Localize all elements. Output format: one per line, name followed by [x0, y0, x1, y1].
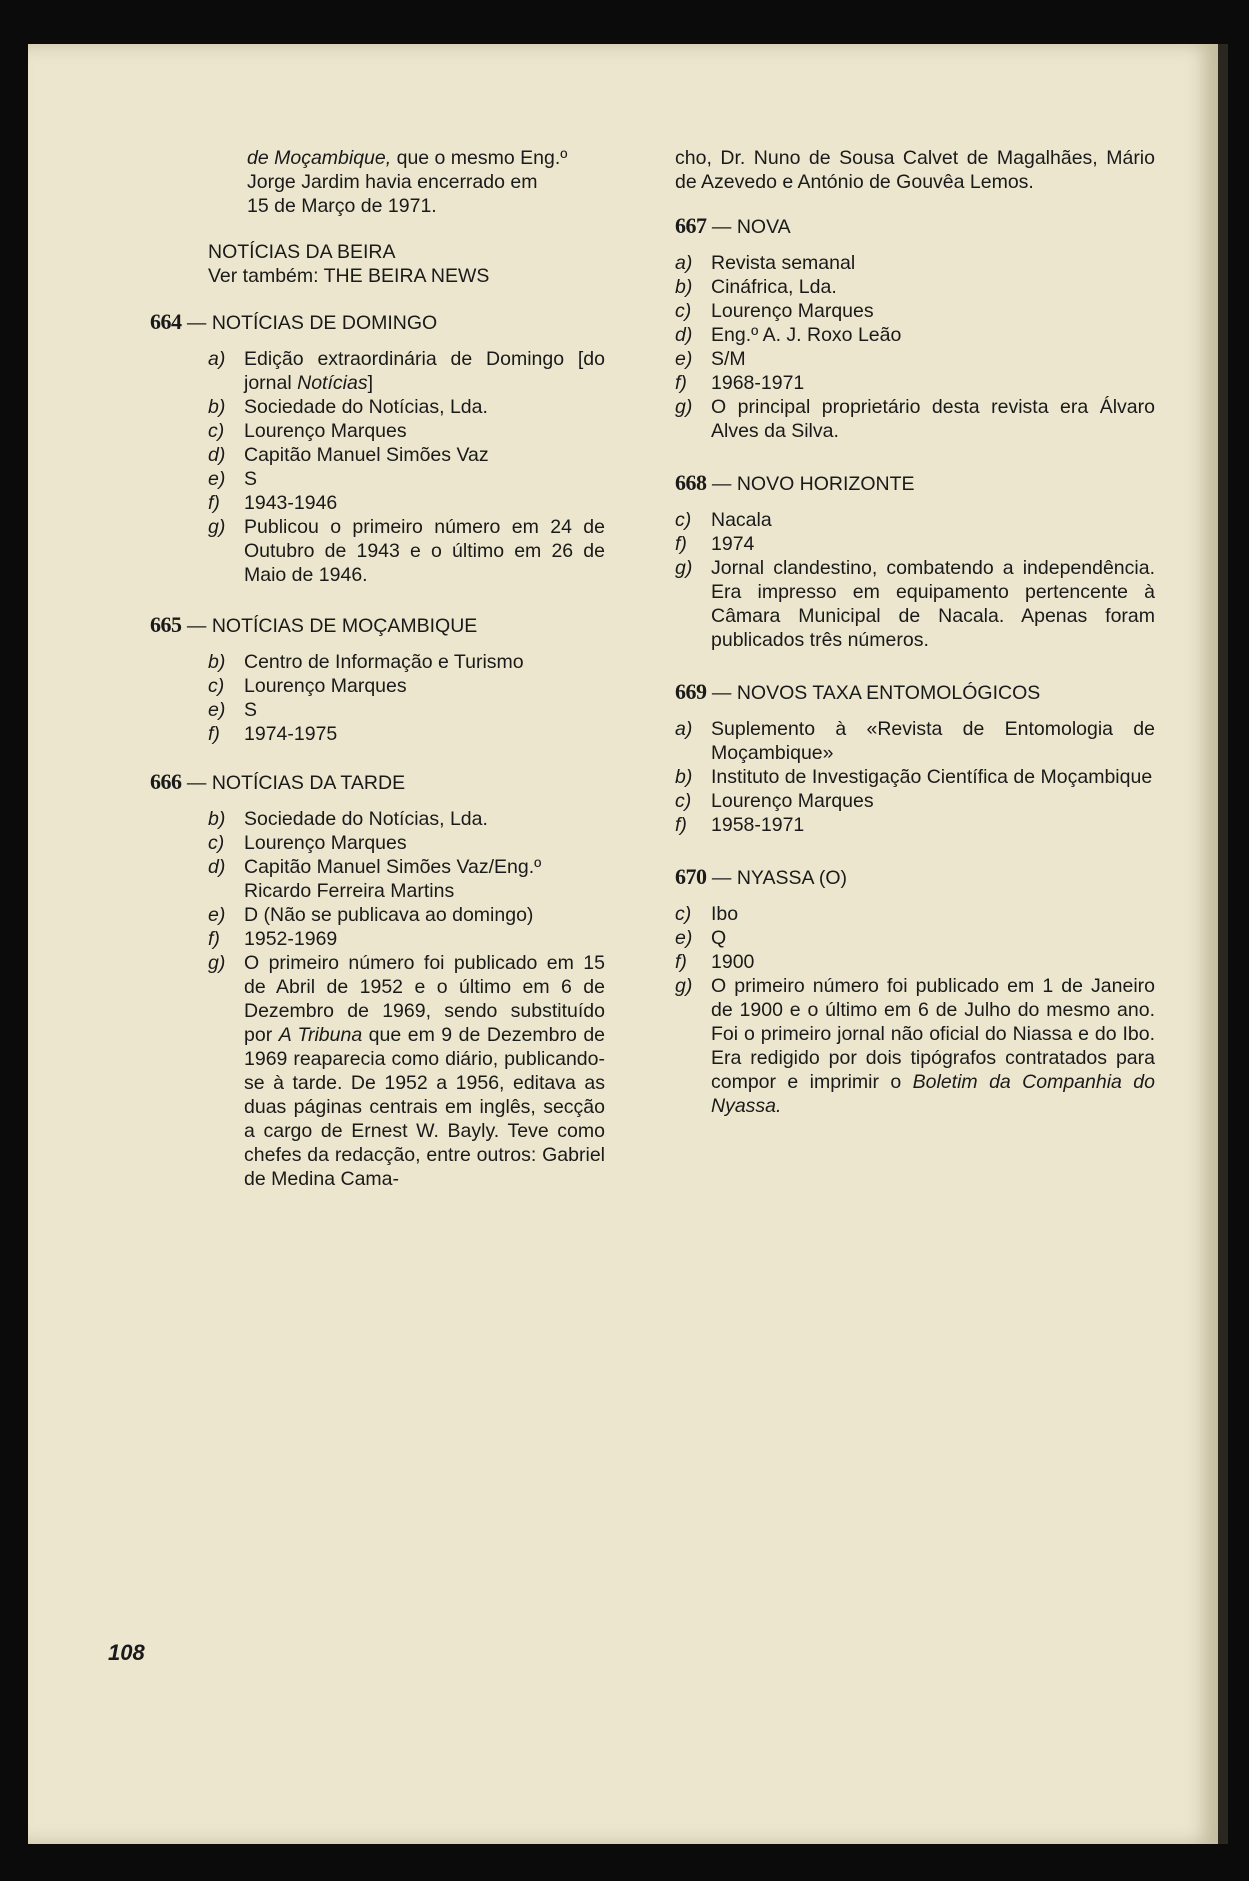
item-text [244, 347, 605, 395]
see-also-ref: Ver também: THE BEIRA NEWS [208, 265, 490, 287]
right-column [675, 146, 1155, 1118]
item-label: d) [208, 856, 226, 878]
entry-item [675, 902, 1155, 926]
item-text: Capitão Manuel Simões Vaz [244, 444, 489, 466]
item-text: Sociedade do Notícias, Lda. [244, 396, 488, 418]
item-label: f) [675, 372, 687, 394]
item-label: d) [675, 324, 693, 346]
item-text-part: O primeiro número foi publicado em 15 de Abril de 1952 e o último em 6 de Dezembro de 1969, sendo substituído por [244, 952, 605, 1046]
item-text: 1900 [711, 951, 755, 973]
item-label: f) [675, 951, 687, 973]
item-text: Ibo [711, 903, 739, 925]
item-label: e) [208, 699, 226, 721]
item-label: g) [208, 952, 226, 974]
item-label: c) [675, 790, 692, 812]
entry-item [675, 323, 1155, 347]
item-text-part: que em 9 de Dezembro de 1969 reaparecia como diário, publicando-se à tarde. De 1952 a 1956, editava as duas páginas centrais em inglês, secção a cargo de Ernest W. Bayly. Teve como chefes da redacção, entre outros: Gabriel de Medina Cama- [244, 1024, 606, 1190]
item-text: Q [711, 927, 727, 949]
entry-item [150, 903, 605, 927]
item-text: S/M [711, 348, 746, 370]
entry-item [675, 717, 1155, 765]
item-text: Publicou o primeiro número em 24 de Outubro de 1943 e o último em 26 de Maio de 1946. [244, 516, 605, 586]
continued-italic: de Moçambique, [247, 147, 392, 169]
item-label: c) [208, 675, 225, 697]
item-text: Suplemento à «Revista de Entomologia de Moçambique» [711, 718, 1155, 764]
entry-item [675, 508, 1155, 532]
entry-number: 670 [675, 864, 707, 889]
item-text-part: O primeiro número foi publicado em 1 de Janeiro de 1900 e o último em 6 de Julho do mesmo ano. Foi o primeiro jornal não oficial do Niassa e do Ibo. Era redigido por dois tipógrafos contratados para compor e imprimir o [711, 975, 1155, 1093]
entry-title: NOTÍCIAS DE DOMINGO [211, 312, 438, 334]
entry-667-heading: 667 — NOVA [675, 213, 791, 238]
entry-item [150, 491, 605, 515]
entry-item [675, 275, 1155, 299]
item-text: Capitão Manuel Simões Vaz/Eng.º Ricardo Ferreira Martins [244, 856, 542, 902]
item-label: g) [675, 975, 693, 997]
entry-number: 667 [675, 213, 707, 238]
entry-item [150, 650, 605, 674]
entry-number: 668 [675, 470, 707, 495]
item-text: Cináfrica, Lda. [711, 276, 837, 298]
continued-rest: que o mesmo Eng.º [396, 147, 568, 169]
item-label: a) [675, 252, 693, 274]
item-text: S [244, 468, 258, 490]
entry-item [150, 419, 605, 443]
item-label: e) [675, 927, 693, 949]
entry-item [675, 371, 1155, 395]
item-text: 1974 [711, 533, 755, 555]
item-text: Centro de Informação e Turismo [244, 651, 524, 673]
item-label: f) [675, 814, 687, 836]
entry-number: 666 [150, 769, 182, 794]
item-label: c) [675, 903, 692, 925]
item-label: f) [208, 723, 220, 745]
item-label: e) [208, 904, 226, 926]
entry-title: NYASSA (O) [736, 867, 848, 889]
entry-title: NOVOS TAXA ENTOMOLÓGICOS [736, 682, 1041, 704]
entry-item [675, 532, 1155, 556]
entry-item [150, 855, 605, 903]
item-label: f) [675, 533, 687, 555]
entry-title: NOVO HORIZONTE [736, 473, 915, 495]
item-text: Eng.º A. J. Roxo Leão [711, 324, 902, 346]
item-text: 1943-1946 [244, 492, 338, 514]
entry-title: NOTÍCIAS DA TARDE [211, 772, 406, 794]
item-text: Revista semanal [711, 252, 856, 274]
item-label: b) [675, 276, 693, 298]
entry-664-heading: 664 — NOTÍCIAS DE DOMINGO [150, 309, 438, 334]
item-text: Lourenço Marques [244, 420, 407, 442]
entry-item [150, 515, 605, 587]
item-text: 1968-1971 [711, 372, 805, 394]
entry-666-heading: 666 — NOTÍCIAS DA TARDE [150, 769, 406, 794]
item-label: c) [675, 300, 692, 322]
item-italic: Boletim da Companhia do Nyassa. [711, 1071, 1155, 1117]
left-column [150, 146, 605, 1191]
entry-item [150, 395, 605, 419]
item-text-part: Edição extraordinária de Domingo [do jornal [244, 348, 605, 394]
continued-line-2: Jorge Jardim havia encerrado em [247, 171, 538, 193]
entry-title: NOVA [736, 216, 791, 238]
entry-item [675, 926, 1155, 950]
item-text: 1952-1969 [244, 928, 338, 950]
entry-item [150, 698, 605, 722]
item-label: b) [208, 396, 226, 418]
page-edge [1218, 44, 1228, 1844]
item-italic: A Tribuna [278, 1024, 363, 1046]
item-label: b) [208, 651, 226, 673]
entry-item [150, 951, 605, 1191]
entry-number: 664 [150, 309, 182, 334]
item-label: g) [208, 516, 226, 538]
item-text: Sociedade do Notícias, Lda. [244, 808, 488, 830]
item-label: g) [675, 557, 693, 579]
entry-number: 665 [150, 612, 182, 637]
continued-line-3: 15 de Março de 1971. [247, 195, 437, 217]
entry-665-heading: 665 — NOTÍCIAS DE MOÇAMBIQUE [150, 612, 478, 637]
entry-item [675, 395, 1155, 443]
item-label: g) [675, 396, 693, 418]
entry-item [675, 299, 1155, 323]
item-text: Nacala [711, 509, 772, 531]
item-text [244, 951, 605, 1191]
item-label: a) [208, 348, 226, 370]
item-label: e) [675, 348, 693, 370]
entry-number: 669 [675, 679, 707, 704]
entry-item [150, 347, 605, 395]
entry-668-heading: 668 — NOVO HORIZONTE [675, 470, 915, 495]
item-text: Lourenço Marques [711, 790, 874, 812]
item-label: a) [675, 718, 693, 740]
item-text: Instituto de Investigação Científica de Moçambique [711, 766, 1153, 788]
item-label: c) [208, 832, 225, 854]
item-label: c) [675, 509, 692, 531]
item-text: Jornal clandestino, combatendo a independência. Era impresso em equipamento pertencente à Câmara Municipal de Nacala. Apenas foram publicados três números. [711, 557, 1155, 651]
item-text: Lourenço Marques [244, 832, 407, 854]
entry-item [675, 813, 1155, 837]
entry-item [675, 765, 1155, 789]
entry-item [150, 807, 605, 831]
item-label: d) [208, 444, 226, 466]
entry-item [150, 674, 605, 698]
item-label: f) [208, 928, 220, 950]
item-text [711, 974, 1155, 1118]
item-text: D (Não se publicava ao domingo) [244, 904, 534, 926]
entry-669-heading: 669 — NOVOS TAXA ENTOMOLÓGICOS [675, 679, 1041, 704]
item-label: b) [208, 808, 226, 830]
page-number: 108 [108, 1640, 145, 1665]
entry-item [675, 556, 1155, 652]
entry-item [675, 251, 1155, 275]
entry-item [150, 831, 605, 855]
item-text: 1958-1971 [711, 814, 805, 836]
item-label: c) [208, 420, 225, 442]
entry-item [675, 950, 1155, 974]
item-label: e) [208, 468, 226, 490]
continued-text: cho, Dr. Nuno de Sousa Calvet de Magalhães, Mário de Azevedo e António de Gouvêa Lemos. [675, 147, 1155, 193]
item-text: Lourenço Marques [711, 300, 874, 322]
entry-item [675, 347, 1155, 371]
item-label: f) [208, 492, 220, 514]
entry-title: NOTÍCIAS DE MOÇAMBIQUE [211, 615, 478, 637]
entry-670-heading: 670 — NYASSA (O) [675, 864, 848, 889]
continued-text [150, 146, 605, 218]
entry-item [150, 467, 605, 491]
entry-item [675, 974, 1155, 1118]
item-text: Lourenço Marques [244, 675, 407, 697]
item-text: S [244, 699, 258, 721]
item-italic: Notícias [297, 372, 368, 394]
see-also-title: NOTÍCIAS DA BEIRA [208, 241, 396, 263]
entry-item [675, 789, 1155, 813]
item-label: b) [675, 766, 693, 788]
entry-item [150, 443, 605, 467]
entry-item [150, 927, 605, 951]
item-text: O principal proprietário desta revista era Álvaro Alves da Silva. [711, 396, 1155, 442]
entry-item [150, 722, 605, 746]
item-text: 1974-1975 [244, 723, 338, 745]
item-text-end: ] [367, 372, 373, 394]
